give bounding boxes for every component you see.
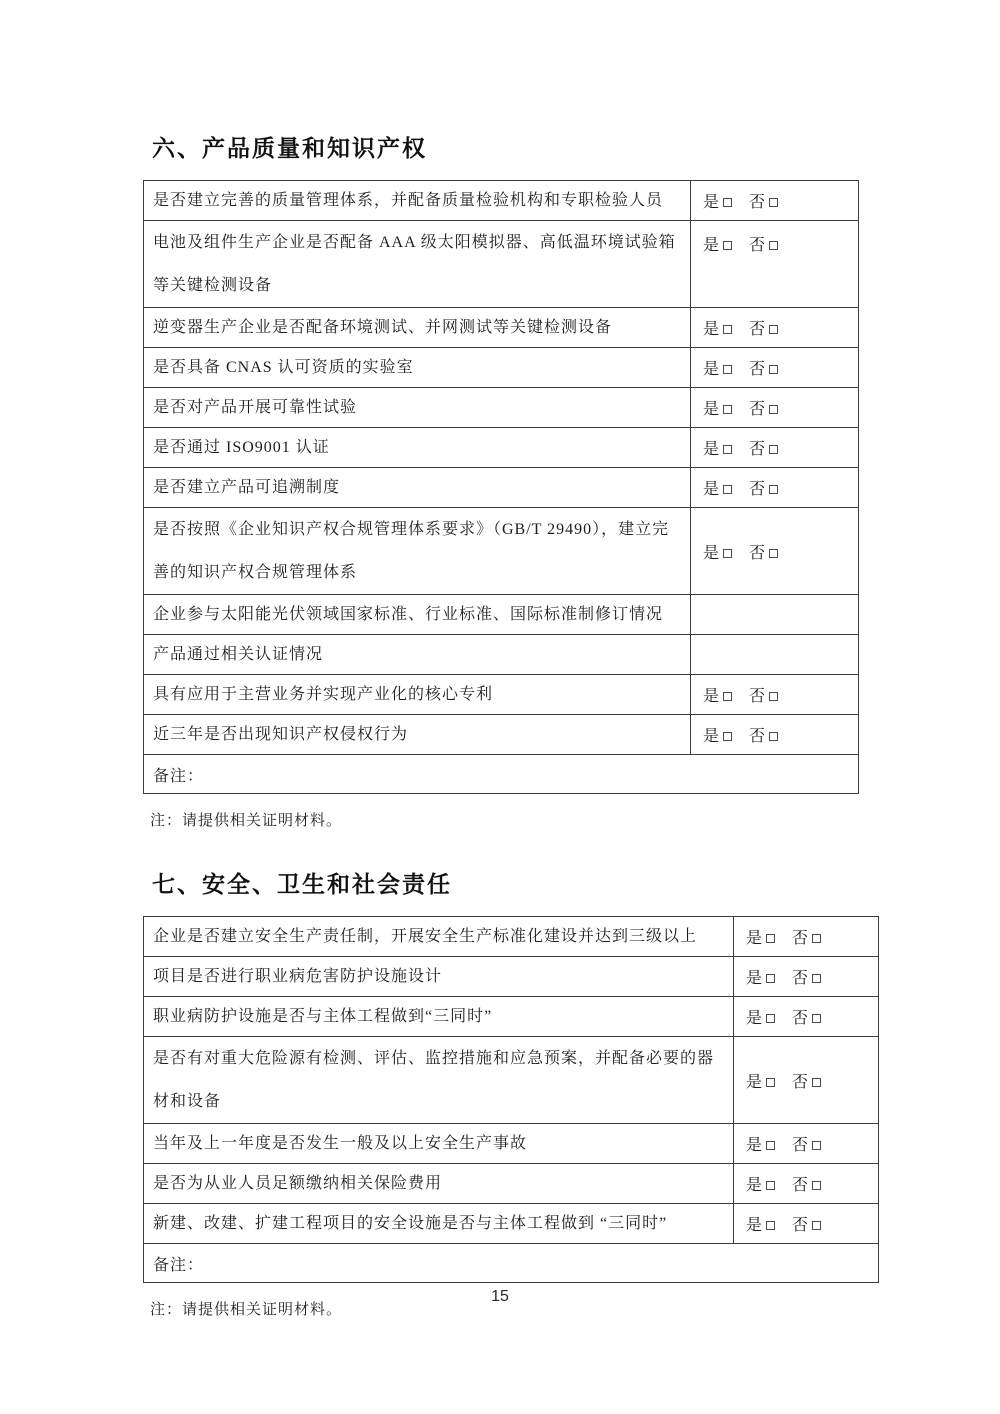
table-row (144, 181, 859, 221)
yes-checkbox[interactable] (723, 198, 732, 207)
no-checkbox[interactable] (812, 1078, 821, 1087)
answer-cell (734, 997, 879, 1037)
answer-cell (691, 508, 859, 595)
yes-option (703, 396, 732, 419)
no-checkbox[interactable] (812, 1221, 821, 1230)
table-row (144, 1164, 879, 1204)
yes-checkbox[interactable] (766, 1221, 775, 1230)
yes-checkbox[interactable] (766, 1181, 775, 1190)
no-label: 否 (749, 544, 767, 562)
no-label: 否 (792, 1010, 810, 1027)
answer-cell (734, 1204, 879, 1244)
no-label: 否 (749, 237, 767, 254)
no-checkbox[interactable] (769, 325, 778, 334)
question-cell: 是否通过 ISO9001 认证 (144, 428, 691, 468)
question-cell: 是否有对重大危险源有检测、评估、监控措施和应急预案，并配备必要的器材和设备 (144, 1037, 734, 1124)
table-row (144, 1244, 879, 1283)
no-option (749, 436, 778, 459)
answer-cell (691, 181, 859, 221)
table-row (144, 595, 859, 635)
question-cell: 当年及上一年度是否发生一般及以上安全生产事故 (144, 1124, 734, 1164)
no-option (792, 1172, 821, 1195)
answer-cell (691, 221, 859, 308)
yes-checkbox[interactable] (723, 549, 732, 558)
answer-cell (691, 595, 859, 635)
question-cell: 是否建立产品可追溯制度 (144, 468, 691, 508)
table-row (144, 1037, 879, 1124)
yes-option (703, 683, 732, 706)
section-product-quality (143, 130, 883, 830)
no-option (749, 723, 778, 746)
question-cell: 逆变器生产企业是否配备环境测试、并网测试等关键检测设备 (144, 308, 691, 348)
yes-option (703, 189, 732, 212)
no-option (749, 476, 778, 499)
answer-cell (691, 348, 859, 388)
no-label: 否 (792, 1073, 810, 1091)
no-option (792, 925, 821, 948)
no-label: 否 (749, 321, 767, 338)
no-checkbox[interactable] (769, 405, 778, 414)
question-cell: 是否建立完善的质量管理体系，并配备质量检验机构和专职检验人员 (144, 181, 691, 221)
yes-option (703, 436, 732, 459)
no-label: 否 (792, 1137, 810, 1154)
yes-label: 是 (746, 1177, 764, 1194)
no-option (749, 683, 778, 706)
yes-option (746, 1132, 775, 1155)
no-checkbox[interactable] (769, 198, 778, 207)
yes-label: 是 (703, 361, 721, 378)
no-option (749, 356, 778, 379)
yes-label: 是 (703, 237, 721, 254)
no-label: 否 (749, 194, 767, 211)
no-checkbox[interactable] (769, 732, 778, 741)
section-title: 六、产品质量和知识产权 (152, 135, 427, 161)
table-row (144, 468, 859, 508)
table-row (144, 508, 859, 595)
question-cell: 企业参与太阳能光伏领域国家标准、行业标准、国际标准制修订情况 (144, 595, 691, 635)
yes-label: 是 (746, 1217, 764, 1234)
no-option (749, 189, 778, 212)
table-row (144, 221, 859, 308)
yes-checkbox[interactable] (723, 692, 732, 701)
answer-cell (691, 675, 859, 715)
question-cell: 企业是否建立安全生产责任制，开展安全生产标准化建设并达到三级以上 (144, 917, 734, 957)
section-title: 七、安全、卫生和社会责任 (152, 871, 452, 897)
question-cell: 项目是否进行职业病危害防护设施设计 (144, 957, 734, 997)
table-row (144, 308, 859, 348)
yes-checkbox[interactable] (723, 485, 732, 494)
no-checkbox[interactable] (812, 1141, 821, 1150)
yes-label: 是 (703, 441, 721, 458)
no-checkbox[interactable] (769, 485, 778, 494)
question-cell: 新建、改建、扩建工程项目的安全设施是否与主体工程做到 “三同时” (144, 1204, 734, 1244)
answer-cell (691, 428, 859, 468)
table-row (144, 997, 879, 1037)
question-cell: 是否为从业人员足额缴纳相关保险费用 (144, 1164, 734, 1204)
page-number: 15 (491, 1288, 509, 1305)
no-checkbox[interactable] (812, 1014, 821, 1023)
answer-cell (734, 917, 879, 957)
section-safety-health (143, 866, 883, 1319)
table-row (144, 957, 879, 997)
yes-label: 是 (746, 930, 764, 947)
no-label: 否 (749, 728, 767, 745)
section-note: 注：请提供相关证明材料。 (150, 1302, 343, 1318)
yes-checkbox[interactable] (723, 405, 732, 414)
yes-option (703, 232, 732, 255)
no-label: 否 (749, 481, 767, 498)
no-option (749, 316, 778, 339)
no-label: 否 (749, 361, 767, 378)
yes-option (746, 925, 775, 948)
question-cell: 是否对产品开展可靠性试验 (144, 388, 691, 428)
yes-label: 是 (703, 321, 721, 338)
question-cell: 是否按照《企业知识产权合规管理体系要求》（GB/T 29490），建立完善的知识产权合规管理体系 (144, 508, 691, 595)
safety-health-table (143, 916, 879, 1283)
no-option (792, 1069, 821, 1092)
yes-checkbox[interactable] (723, 445, 732, 454)
yes-checkbox[interactable] (766, 1141, 775, 1150)
no-checkbox[interactable] (769, 692, 778, 701)
no-label: 否 (749, 688, 767, 705)
yes-option (746, 1212, 775, 1235)
yes-label: 是 (703, 544, 721, 562)
answer-cell (691, 468, 859, 508)
answer-cell (691, 308, 859, 348)
no-checkbox[interactable] (769, 241, 778, 250)
yes-checkbox[interactable] (766, 1014, 775, 1023)
no-checkbox[interactable] (769, 549, 778, 558)
remark-cell: 备注： (144, 755, 859, 794)
no-option (792, 1005, 821, 1028)
no-checkbox[interactable] (812, 974, 821, 983)
no-checkbox[interactable] (812, 934, 821, 943)
yes-checkbox[interactable] (723, 365, 732, 374)
answer-cell (691, 635, 859, 675)
no-checkbox[interactable] (769, 365, 778, 374)
yes-option (746, 1172, 775, 1195)
yes-label: 是 (746, 1073, 764, 1091)
yes-option (703, 476, 732, 499)
no-label: 否 (749, 401, 767, 418)
no-option (749, 540, 778, 563)
table-row (144, 917, 879, 957)
answer-cell (734, 1124, 879, 1164)
yes-label: 是 (746, 1010, 764, 1027)
yes-option (703, 316, 732, 339)
yes-label: 是 (703, 728, 721, 745)
table-row (144, 755, 859, 794)
yes-option (703, 540, 732, 563)
yes-checkbox[interactable] (723, 325, 732, 334)
yes-label: 是 (703, 401, 721, 418)
no-option (792, 1132, 821, 1155)
yes-label: 是 (703, 481, 721, 498)
yes-checkbox[interactable] (723, 241, 732, 250)
no-checkbox[interactable] (812, 1181, 821, 1190)
answer-cell (691, 715, 859, 755)
table-row (144, 1124, 879, 1164)
yes-option (746, 1005, 775, 1028)
table-row (144, 635, 859, 675)
yes-option (746, 965, 775, 988)
question-cell: 具有应用于主营业务并实现产业化的核心专利 (144, 675, 691, 715)
table-row (144, 675, 859, 715)
no-label: 否 (792, 930, 810, 947)
remark-cell: 备注： (144, 1244, 879, 1283)
question-cell: 近三年是否出现知识产权侵权行为 (144, 715, 691, 755)
no-label: 否 (792, 970, 810, 987)
answer-cell (734, 957, 879, 997)
no-label: 否 (749, 441, 767, 458)
yes-checkbox[interactable] (766, 1078, 775, 1087)
no-checkbox[interactable] (769, 445, 778, 454)
question-cell: 产品通过相关认证情况 (144, 635, 691, 675)
no-option (749, 232, 778, 255)
yes-checkbox[interactable] (723, 732, 732, 741)
yes-label: 是 (703, 688, 721, 705)
no-label: 否 (792, 1217, 810, 1234)
question-cell: 职业病防护设施是否与主体工程做到“三同时” (144, 997, 734, 1037)
answer-cell (691, 388, 859, 428)
yes-option (746, 1069, 775, 1092)
yes-checkbox[interactable] (766, 934, 775, 943)
table-row (144, 1204, 879, 1244)
table-row (144, 715, 859, 755)
page-content (143, 130, 883, 1319)
yes-option (703, 723, 732, 746)
yes-label: 是 (703, 194, 721, 211)
product-quality-table (143, 180, 859, 794)
yes-option (703, 356, 732, 379)
yes-label: 是 (746, 1137, 764, 1154)
question-cell: 是否具备 CNAS 认可资质的实验室 (144, 348, 691, 388)
table-row (144, 388, 859, 428)
no-option (792, 1212, 821, 1235)
section-note: 注：请提供相关证明材料。 (150, 813, 343, 829)
question-cell: 电池及组件生产企业是否配备 AAA 级太阳模拟器、高低温环境试验箱等关键检测设备 (144, 221, 691, 308)
yes-label: 是 (746, 970, 764, 987)
table-row (144, 428, 859, 468)
yes-checkbox[interactable] (766, 974, 775, 983)
no-option (749, 396, 778, 419)
answer-cell (734, 1164, 879, 1204)
no-option (792, 965, 821, 988)
answer-cell (734, 1037, 879, 1124)
table-row (144, 348, 859, 388)
no-label: 否 (792, 1177, 810, 1194)
